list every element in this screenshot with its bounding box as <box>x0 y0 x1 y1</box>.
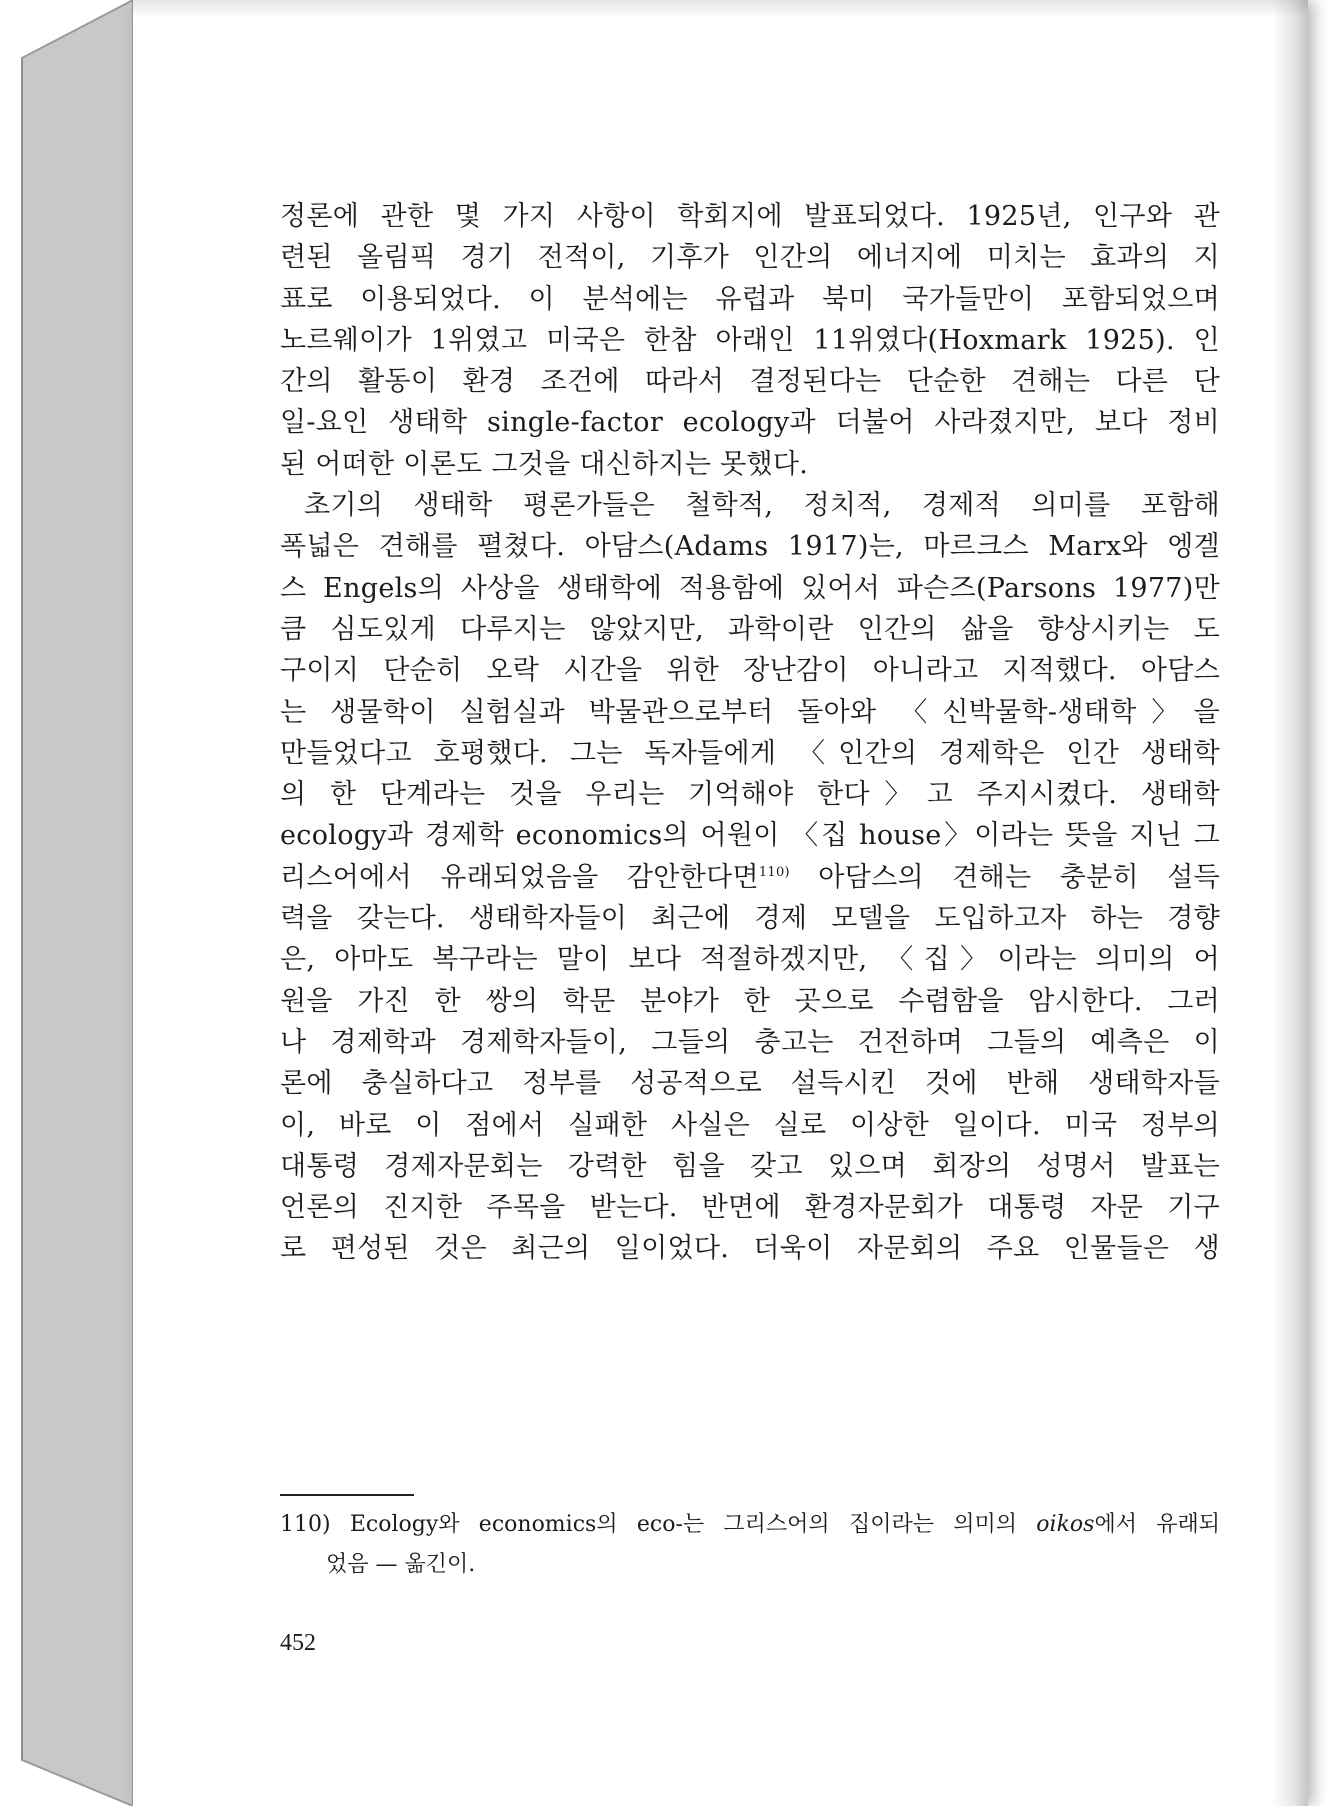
paragraph-first-line: 초기의 생태학 평론가들은 철학적, 정치적, 경제적 의미를 포함해 <box>304 490 1220 522</box>
body-line: 대통령 경제자문회는 강력한 힘을 갖고 있으며 회장의 성명서 발표는 <box>280 1150 1220 1182</box>
page-top-shadow <box>133 0 1308 18</box>
body-line: 는 생물학이 실험실과 박물관으로부터 돌아와 〈신박물학-생태학〉을 <box>280 696 1220 728</box>
body-line: 구이지 단순히 오락 시간을 위한 장난감이 아니라고 지적했다. 아담스 <box>280 655 1220 687</box>
body-line-with-footnote-ref <box>280 857 1220 898</box>
page-right-shadow <box>1272 0 1308 1806</box>
body-line: 스 Engels의 사상을 생태학에 적용함에 있어서 파슨즈(Parsons 1977)만 <box>280 572 1220 604</box>
footnote-text: 에서 유래되 <box>1094 1512 1220 1537</box>
footnote-line: 었음 — 옮긴이. <box>326 1552 476 1577</box>
footnote-divider <box>280 1494 414 1496</box>
footnote-text: 110) Ecology와 economics의 eco-는 그리스어의 집이라는 의미의 <box>280 1512 1037 1537</box>
footnote-reference-110[interactable]: 110) <box>758 864 790 880</box>
body-line: 만들었다고 호평했다. 그는 독자들에게 〈인간의 경제학은 인간 생태학 <box>280 737 1220 769</box>
body-line: 폭넓은 견해를 펼쳤다. 아담스(Adams 1917)는, 마르크스 Marx와 엥겔 <box>280 531 1220 563</box>
footnote-italic-term: oikos <box>1036 1512 1095 1537</box>
body-line: 원을 가진 한 쌍의 학문 분야가 한 곳으로 수렴함을 암시한다. 그러 <box>280 985 1220 1017</box>
body-line: 련된 올림픽 경기 전적이, 기후가 인간의 에너지에 미치는 효과의 지 <box>280 242 1220 274</box>
body-line: 론에 충실하다고 정부를 성공적으로 설득시킨 것에 반해 생태학자들 <box>280 1068 1220 1100</box>
body-line-text: 아담스의 견해는 충분히 설득 <box>789 861 1220 893</box>
body-line: 된 어떠한 이론도 그것을 대신하지는 못했다. <box>280 448 809 480</box>
body-line: 일-요인 생태학 single-factor ecology과 더불어 사라졌지만, 보다 정비 <box>280 407 1220 439</box>
body-line: ecology과 경제학 economics의 어원이 〈집 house〉이라는 뜻을 지닌 그 <box>280 820 1220 852</box>
body-line: 간의 활동이 환경 조건에 따라서 결정된다는 단순한 견해는 다른 단 <box>280 366 1220 398</box>
page-number: 452 <box>280 1630 316 1656</box>
body-line: 나 경제학과 경제학자들이, 그들의 충고는 건전하며 그들의 예측은 이 <box>280 1026 1220 1058</box>
footnote-110 <box>280 1505 1220 1585</box>
body-line: 표로 이용되었다. 이 분석에는 유럽과 북미 국가들만이 포함되었으며 <box>280 283 1220 315</box>
body-line: 력을 갖는다. 생태학자들이 최근에 경제 모델을 도입하고자 하는 경향 <box>280 903 1220 935</box>
body-line: 언론의 진지한 주목을 받는다. 반면에 환경자문회가 대통령 자문 기구 <box>280 1192 1220 1224</box>
body-line: 정론에 관한 몇 가지 사항이 학회지에 발표되었다. 1925년, 인구와 관 <box>280 201 1220 232</box>
body-line: 로 편성된 것은 최근의 일이었다. 더욱이 자문회의 주요 인물들은 생 <box>280 1233 1220 1265</box>
body-line-text: 리스어에서 유래되었음을 감안한다면 <box>280 861 759 893</box>
body-line: 이, 바로 이 점에서 실패한 사실은 실로 이상한 일이다. 미국 정부의 <box>280 1109 1220 1141</box>
book-page <box>133 0 1308 1806</box>
body-line: 큼 심도있게 다루지는 않았지만, 과학이란 인간의 삶을 향상시키는 도 <box>280 613 1220 645</box>
body-text <box>280 196 1220 1270</box>
body-line: 노르웨이가 1위였고 미국은 한참 아래인 11위였다(Hoxmark 1925). 인 <box>280 324 1220 356</box>
footnote-line <box>280 1505 1220 1545</box>
body-line: 은, 아마도 복구라는 말이 보다 적절하겠지만, 〈집〉이라는 의미의 어 <box>280 944 1220 976</box>
body-line: 의 한 단계라는 것을 우리는 기억해야 한다〉고 주지시켰다. 생태학 <box>280 779 1220 811</box>
